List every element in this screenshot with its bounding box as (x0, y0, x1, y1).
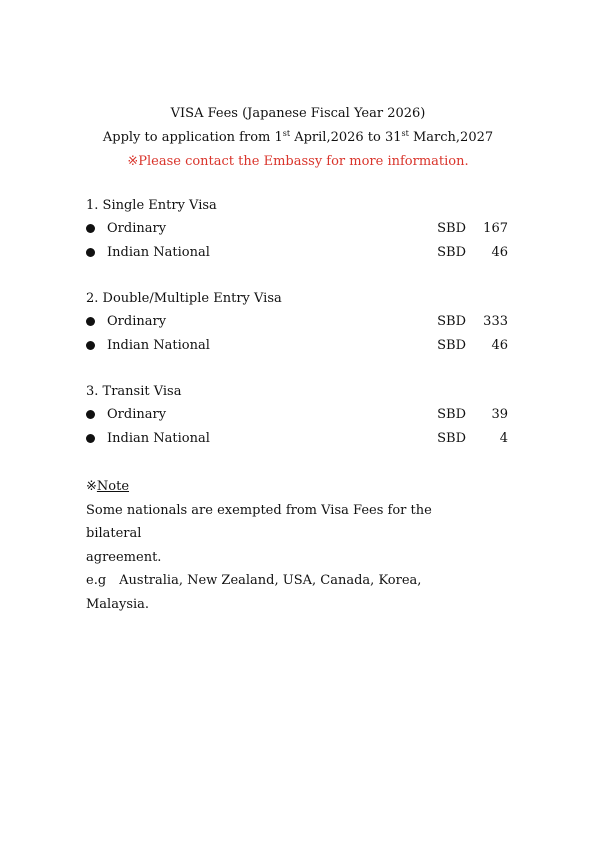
apply-ordinal-2: st (401, 129, 409, 138)
bullet-icon (86, 410, 95, 419)
fee-amount: 333 (483, 314, 508, 329)
contact-notice: ※Please contact the Embassy for more information. (127, 154, 469, 169)
note-text-line: Some nationals are exempted from Visa Fees for the bilateral (86, 502, 432, 541)
bullet-icon (86, 317, 95, 326)
fee-list (86, 194, 526, 473)
bullet-icon (86, 434, 95, 443)
fee-currency: SBD (437, 430, 466, 446)
fee-currency: SBD (437, 314, 466, 329)
fee-label: Indian National (107, 430, 210, 446)
fee-row-ordinary (86, 217, 526, 241)
fee-currency: SBD (437, 407, 466, 422)
fee-label: Ordinary (107, 221, 167, 236)
fee-row-indian-national (86, 334, 526, 358)
apply-suffix: March,2027 (408, 130, 494, 145)
fee-label: Indian National (107, 337, 210, 353)
bullet-icon (86, 224, 95, 233)
fee-row-ordinary (86, 310, 526, 334)
section-single-entry-visa (86, 194, 526, 264)
note-text-line: agreement. (86, 549, 162, 565)
reference-mark-icon: ※ (86, 479, 97, 494)
fee-amount: 46 (491, 244, 508, 260)
note-title: Note (96, 479, 130, 494)
section-transit-visa (86, 380, 526, 450)
application-period (0, 126, 596, 150)
fee-amount: 4 (499, 430, 508, 446)
note-heading (86, 475, 486, 499)
note-block (86, 475, 486, 616)
page-title: VISA Fees (Japanese Fiscal Year 2026) (170, 106, 426, 121)
fee-amount: 39 (491, 407, 508, 422)
fee-amount: 167 (483, 221, 508, 236)
apply-prefix: Apply to application from 1 (102, 130, 283, 145)
fee-currency: SBD (437, 337, 466, 353)
document-header (0, 102, 596, 174)
fee-amount: 46 (491, 337, 508, 353)
fee-label: Ordinary (107, 407, 167, 422)
note-example-line: e.g Australia, New Zealand, USA, Canada, Korea, Malaysia. (86, 573, 422, 612)
bullet-icon (86, 341, 95, 350)
fee-row-indian-national (86, 427, 526, 451)
fee-label: Ordinary (107, 314, 167, 329)
fee-currency: SBD (437, 244, 466, 260)
fee-label: Indian National (107, 244, 210, 260)
apply-ordinal-1: st (282, 129, 291, 138)
apply-middle: April,2026 to 31 (290, 130, 402, 145)
fee-row-indian-national (86, 241, 526, 265)
section-title: 1. Single Entry Visa (86, 198, 217, 213)
fee-currency: SBD (437, 221, 466, 236)
section-title: 3. Transit Visa (86, 384, 182, 399)
bullet-icon (86, 248, 95, 257)
fee-row-ordinary (86, 403, 526, 427)
section-double-multiple-entry-visa (86, 287, 526, 357)
section-title: 2. Double/Multiple Entry Visa (86, 291, 282, 306)
